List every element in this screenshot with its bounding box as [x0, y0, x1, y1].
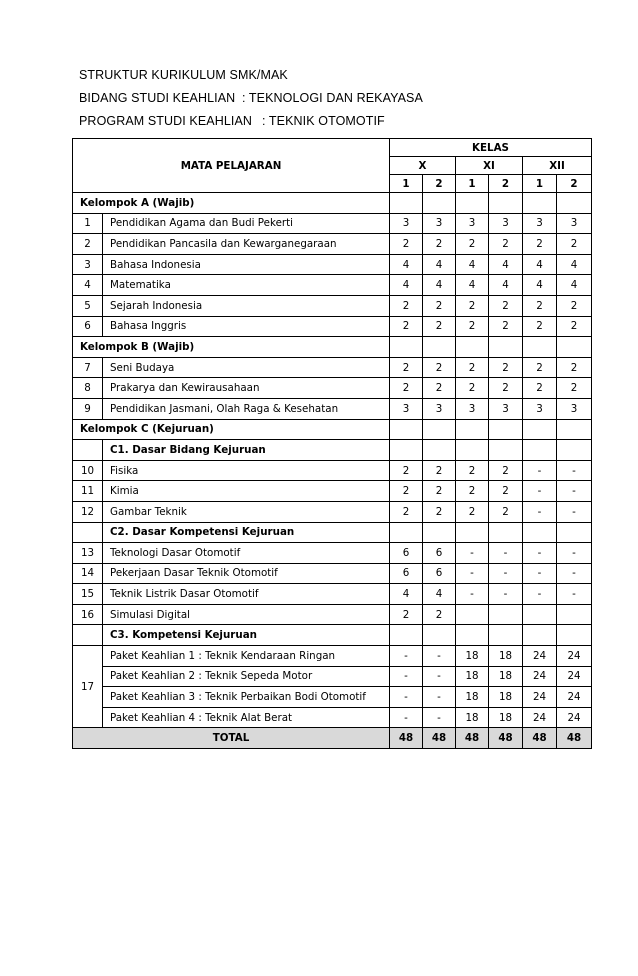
table-row	[73, 543, 592, 564]
hours-cell	[456, 604, 489, 625]
hours-cell: 2	[390, 316, 423, 337]
hours-cell: -	[456, 584, 489, 605]
group-b-label: Kelompok B (Wajib)	[73, 337, 390, 358]
hours-cell: 2	[456, 357, 489, 378]
hours-cell: -	[390, 666, 423, 687]
table-row	[73, 213, 592, 234]
table-row	[73, 707, 592, 728]
hours-cell: -	[489, 563, 523, 584]
hours-cell: 3	[557, 398, 592, 419]
hours-cell: 3	[423, 213, 456, 234]
semester-header: 1	[456, 175, 489, 193]
hours-cell: 2	[557, 295, 592, 316]
hours-cell: 2	[489, 378, 523, 399]
hours-cell: 4	[423, 584, 456, 605]
c1-label: C1. Dasar Bidang Kejuruan	[103, 440, 390, 461]
hours-cell: -	[523, 563, 557, 584]
hours-cell: 24	[523, 687, 557, 708]
table-row	[73, 378, 592, 399]
hours-cell: 4	[423, 275, 456, 296]
hours-cell: -	[557, 543, 592, 564]
hours-cell: 2	[489, 295, 523, 316]
grade-header: XII	[523, 157, 592, 175]
hours-cell: 3	[390, 398, 423, 419]
hours-cell: -	[390, 707, 423, 728]
hours-cell: 2	[557, 378, 592, 399]
table-row	[73, 254, 592, 275]
hours-cell: -	[557, 481, 592, 502]
hours-cell: 2	[423, 234, 456, 255]
row-number: 4	[73, 275, 103, 296]
hours-cell: 4	[390, 275, 423, 296]
hours-cell: 18	[456, 707, 489, 728]
curriculum-table	[72, 138, 592, 749]
subject-name: Paket Keahlian 2 : Teknik Sepeda Motor	[103, 666, 390, 687]
subject-name: Bahasa Inggris	[103, 316, 390, 337]
row-number: 17	[73, 646, 103, 728]
total-cell: 48	[456, 728, 489, 749]
table-row	[73, 501, 592, 522]
bidang-studi-value: : TEKNOLOGI DAN REKAYASA	[242, 91, 423, 105]
hours-cell: 3	[523, 213, 557, 234]
hours-cell: -	[456, 563, 489, 584]
hours-cell: 2	[423, 481, 456, 502]
table-row	[73, 234, 592, 255]
hours-cell: 3	[489, 213, 523, 234]
hours-cell: 2	[456, 481, 489, 502]
hours-cell	[489, 604, 523, 625]
hours-cell: 24	[557, 646, 592, 667]
program-studi-label: PROGRAM STUDI KEAHLIAN	[79, 114, 253, 128]
subject-name: Prakarya dan Kewirausahaan	[103, 378, 390, 399]
hours-cell: 2	[489, 234, 523, 255]
hours-cell: 2	[390, 460, 423, 481]
hours-cell: 2	[489, 481, 523, 502]
hours-cell: 2	[456, 501, 489, 522]
hours-cell: 2	[523, 357, 557, 378]
row-number: 14	[73, 563, 103, 584]
row-number: 5	[73, 295, 103, 316]
hours-cell: 2	[423, 604, 456, 625]
semester-header: 2	[489, 175, 523, 193]
row-number: 16	[73, 604, 103, 625]
total-cell: 48	[390, 728, 423, 749]
hours-cell: -	[423, 707, 456, 728]
hours-cell: 2	[423, 295, 456, 316]
hours-cell: 2	[456, 460, 489, 481]
subject-name: Kimia	[103, 481, 390, 502]
row-number: 8	[73, 378, 103, 399]
table-row	[73, 604, 592, 625]
hours-cell: 2	[489, 357, 523, 378]
hours-cell: 2	[390, 295, 423, 316]
hours-cell: 18	[489, 646, 523, 667]
hours-cell: 2	[423, 501, 456, 522]
hours-cell: -	[557, 460, 592, 481]
hours-cell: 2	[456, 316, 489, 337]
hours-cell: 3	[456, 213, 489, 234]
total-row	[73, 728, 592, 749]
group-a-label: Kelompok A (Wajib)	[73, 193, 390, 214]
hours-cell: 18	[489, 687, 523, 708]
hours-cell: -	[523, 460, 557, 481]
hours-cell: 6	[423, 563, 456, 584]
hours-cell: 24	[523, 646, 557, 667]
hours-cell: 18	[456, 687, 489, 708]
subject-header: MATA PELAJARAN	[73, 139, 390, 193]
total-cell: 48	[557, 728, 592, 749]
total-cell: 48	[423, 728, 456, 749]
hours-cell: 18	[489, 666, 523, 687]
c2-label: C2. Dasar Kompetensi Kejuruan	[103, 522, 390, 543]
row-number: 1	[73, 213, 103, 234]
hours-cell: 2	[523, 316, 557, 337]
hours-cell: 18	[489, 707, 523, 728]
table-row	[73, 295, 592, 316]
hours-cell: 4	[390, 254, 423, 275]
kelas-header: KELAS	[390, 139, 592, 157]
hours-cell: 4	[523, 275, 557, 296]
hours-cell: 3	[523, 398, 557, 419]
group-c-label: Kelompok C (Kejuruan)	[73, 419, 390, 440]
hours-cell: 18	[456, 646, 489, 667]
hours-cell: 2	[456, 234, 489, 255]
total-cell: 48	[523, 728, 557, 749]
hours-cell: 3	[489, 398, 523, 419]
hours-cell: 2	[390, 604, 423, 625]
hours-cell: 2	[390, 357, 423, 378]
subject-name: Teknologi Dasar Otomotif	[103, 543, 390, 564]
hours-cell: 2	[423, 357, 456, 378]
program-studi-value: : TEKNIK OTOMOTIF	[262, 114, 385, 128]
hours-cell: -	[489, 543, 523, 564]
hours-cell: -	[523, 584, 557, 605]
hours-cell: 3	[423, 398, 456, 419]
hours-cell: 4	[456, 254, 489, 275]
hours-cell: -	[423, 666, 456, 687]
table-row	[73, 398, 592, 419]
subject-name: Teknik Listrik Dasar Otomotif	[103, 584, 390, 605]
hours-cell: 24	[557, 707, 592, 728]
hours-cell: 3	[456, 398, 489, 419]
hours-cell	[557, 604, 592, 625]
subject-name: Sejarah Indonesia	[103, 295, 390, 316]
hours-cell: 2	[523, 378, 557, 399]
hours-cell: 24	[557, 666, 592, 687]
hours-cell: 3	[557, 213, 592, 234]
row-number: 6	[73, 316, 103, 337]
subject-name: Pendidikan Jasmani, Olah Raga & Kesehatan	[103, 398, 390, 419]
subject-name: Paket Keahlian 3 : Teknik Perbaikan Bodi Otomotif	[103, 687, 390, 708]
hours-cell: 4	[456, 275, 489, 296]
hours-cell: -	[423, 687, 456, 708]
semester-header: 1	[523, 175, 557, 193]
total-label: TOTAL	[73, 728, 390, 749]
subject-name: Simulasi Digital	[103, 604, 390, 625]
hours-cell: 18	[456, 666, 489, 687]
hours-cell: 2	[557, 234, 592, 255]
hours-cell: 3	[390, 213, 423, 234]
row-number: 2	[73, 234, 103, 255]
hours-cell: -	[390, 687, 423, 708]
semester-header: 2	[423, 175, 456, 193]
hours-cell: 6	[423, 543, 456, 564]
hours-cell: 2	[390, 378, 423, 399]
grade-header: X	[390, 157, 456, 175]
bidang-studi-line	[79, 91, 423, 105]
semester-header: 2	[557, 175, 592, 193]
hours-cell: 4	[523, 254, 557, 275]
row-number: 11	[73, 481, 103, 502]
subject-name: Pendidikan Agama dan Budi Pekerti	[103, 213, 390, 234]
hours-cell: 24	[523, 707, 557, 728]
row-number: 7	[73, 357, 103, 378]
table-row	[73, 666, 592, 687]
subject-name: Matematika	[103, 275, 390, 296]
hours-cell: 2	[390, 481, 423, 502]
row-number: 13	[73, 543, 103, 564]
bidang-studi-label: BIDANG STUDI KEAHLIAN	[79, 91, 236, 105]
hours-cell: -	[557, 563, 592, 584]
program-studi-line	[79, 114, 385, 128]
row-number: 3	[73, 254, 103, 275]
hours-cell: -	[456, 543, 489, 564]
hours-cell: 2	[390, 234, 423, 255]
document-title: STRUKTUR KURIKULUM SMK/MAK	[79, 68, 288, 82]
hours-cell: 2	[456, 295, 489, 316]
hours-cell: 24	[523, 666, 557, 687]
table-row	[73, 646, 592, 667]
table-row	[73, 687, 592, 708]
hours-cell: -	[557, 501, 592, 522]
hours-cell: 2	[423, 316, 456, 337]
hours-cell: -	[523, 501, 557, 522]
hours-cell: 2	[423, 460, 456, 481]
c3-label: C3. Kompetensi Kejuruan	[103, 625, 390, 646]
hours-cell: 2	[390, 501, 423, 522]
subject-name: Fisika	[103, 460, 390, 481]
subject-name: Paket Keahlian 1 : Teknik Kendaraan Ringan	[103, 646, 390, 667]
hours-cell	[523, 604, 557, 625]
hours-cell: 2	[523, 234, 557, 255]
hours-cell: 6	[390, 543, 423, 564]
row-number: 10	[73, 460, 103, 481]
semester-header: 1	[390, 175, 423, 193]
row-number: 15	[73, 584, 103, 605]
hours-cell: -	[523, 481, 557, 502]
table-row	[73, 481, 592, 502]
hours-cell: 24	[557, 687, 592, 708]
table-row	[73, 275, 592, 296]
hours-cell: 4	[489, 254, 523, 275]
hours-cell: -	[423, 646, 456, 667]
hours-cell: 6	[390, 563, 423, 584]
hours-cell: 2	[423, 378, 456, 399]
hours-cell: -	[523, 543, 557, 564]
hours-cell: 2	[489, 316, 523, 337]
hours-cell: 2	[456, 378, 489, 399]
subject-name: Bahasa Indonesia	[103, 254, 390, 275]
hours-cell: 2	[557, 316, 592, 337]
hours-cell: -	[489, 584, 523, 605]
hours-cell: 2	[523, 295, 557, 316]
table-row	[73, 563, 592, 584]
hours-cell: 4	[423, 254, 456, 275]
table-row	[73, 460, 592, 481]
hours-cell: 4	[390, 584, 423, 605]
row-number: 12	[73, 501, 103, 522]
hours-cell: 2	[557, 357, 592, 378]
table-row	[73, 584, 592, 605]
table-row	[73, 316, 592, 337]
subject-name: Seni Budaya	[103, 357, 390, 378]
table-row	[73, 357, 592, 378]
hours-cell: 2	[489, 501, 523, 522]
subject-name: Pendidikan Pancasila dan Kewarganegaraan	[103, 234, 390, 255]
hours-cell: 4	[557, 275, 592, 296]
hours-cell: 2	[489, 460, 523, 481]
hours-cell: 4	[557, 254, 592, 275]
row-number: 9	[73, 398, 103, 419]
hours-cell: -	[390, 646, 423, 667]
hours-cell: 4	[489, 275, 523, 296]
total-cell: 48	[489, 728, 523, 749]
subject-name: Pekerjaan Dasar Teknik Otomotif	[103, 563, 390, 584]
subject-name: Gambar Teknik	[103, 501, 390, 522]
grade-header: XI	[456, 157, 523, 175]
subject-name: Paket Keahlian 4 : Teknik Alat Berat	[103, 707, 390, 728]
hours-cell: -	[557, 584, 592, 605]
